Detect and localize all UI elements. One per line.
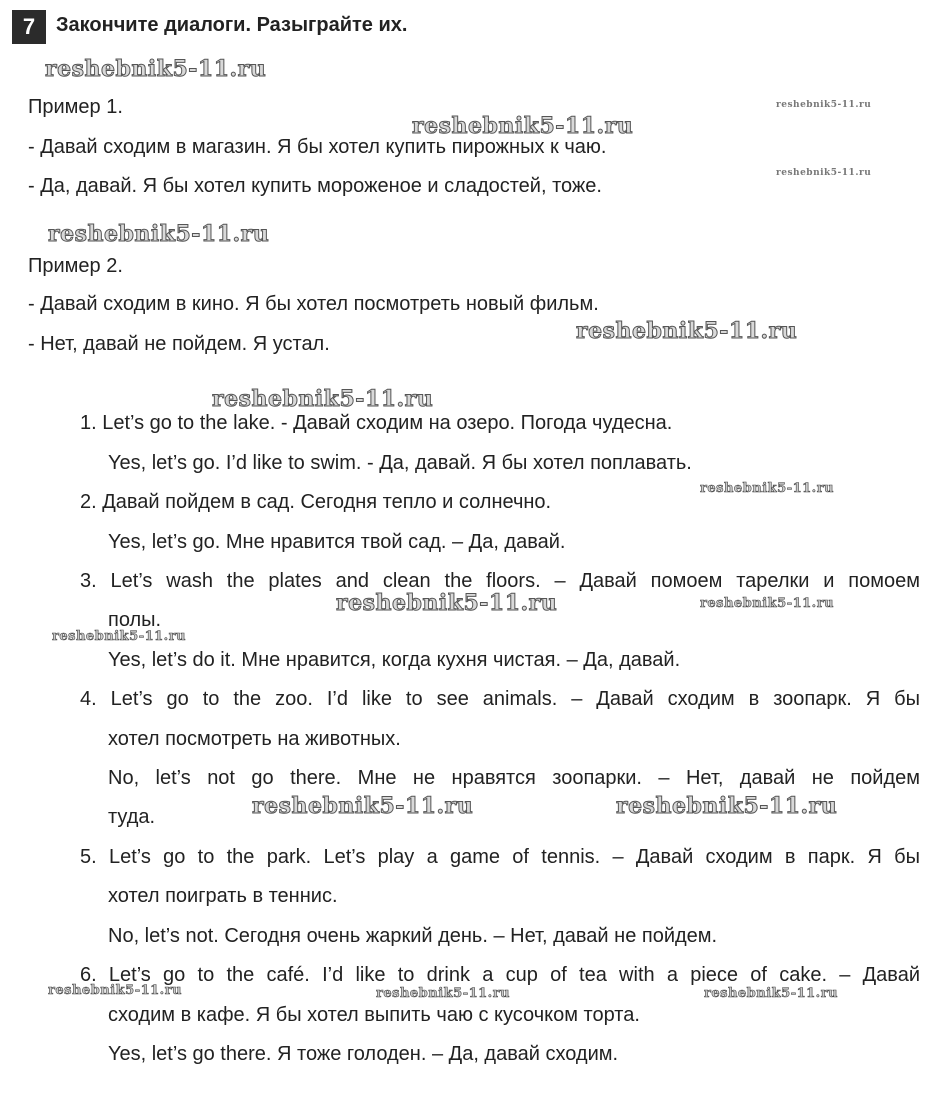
- dialogue-line: No, let’s not go there. Мне не нравятся зоопарки. – Нет, давай не пойдем: [108, 767, 920, 789]
- watermark: reshebnik5-11.ru: [616, 793, 838, 819]
- watermark: reshebnik5-11.ru: [45, 56, 267, 82]
- watermark: reshebnik5-11.ru: [704, 986, 839, 1001]
- dialogue-line: полы.: [108, 609, 162, 631]
- example-2-line-1: - Давай сходим в кино. Я бы хотел посмотреть новый фильм.: [28, 293, 599, 315]
- dialogue-line: Yes, let’s go. Мне нравится твой сад. – Да, давай.: [108, 531, 566, 553]
- watermark: reshebnik5-11.ru: [48, 221, 270, 247]
- task-number-badge: 7: [12, 10, 46, 44]
- watermark: reshebnik5-11.ru: [376, 986, 511, 1001]
- dialogue-line: хотел посмотреть на животных.: [108, 728, 401, 750]
- dialogue-line: 6. Let’s go to the café. I’d like to drink a cup of tea with a piece of cake. – Давай: [80, 964, 920, 986]
- task-title: Закончите диалоги. Разыграйте их.: [56, 14, 408, 36]
- dialogue-line: сходим в кафе. Я бы хотел выпить чаю с кусочком торта.: [108, 1004, 640, 1026]
- example-2-line-2: - Нет, давай не пойдем. Я устал.: [28, 333, 330, 355]
- watermark: reshebnik5-11.ru: [700, 596, 835, 611]
- dialogue-line: No, let’s not. Сегодня очень жаркий день. – Нет, давай не пойдем.: [108, 925, 718, 947]
- dialogue-line: 1. Let’s go to the lake. - Давай сходим на озеро. Погода чудесна.: [80, 412, 673, 434]
- dialogue-line: Yes, let’s go there. Я тоже голоден. – Да, давай сходим.: [108, 1043, 619, 1065]
- watermark: reshebnik5-11.ru: [252, 793, 474, 819]
- watermark: reshebnik5-11.ru: [52, 629, 187, 644]
- watermark: reshebnik5-11.ru: [48, 983, 183, 998]
- dialogue-line: 3. Let’s wash the plates and clean the floors. – Давай помоем тарелки и помоем: [80, 570, 920, 592]
- watermark: reshebnik5-11.ru: [700, 481, 835, 496]
- watermark: reshebnik5-11.ru: [336, 590, 558, 616]
- watermark: reshebnik5-11.ru: [412, 113, 634, 139]
- dialogue-line: туда.: [108, 806, 156, 828]
- example-1-label: Пример 1.: [28, 96, 123, 118]
- dialogue-line: 5. Let’s go to the park. Let’s play a game of tennis. – Давай сходим в парк. Я бы: [80, 846, 920, 868]
- watermark: reshebnik5-11.ru: [776, 168, 872, 178]
- watermark: reshebnik5-11.ru: [576, 318, 798, 344]
- dialogue-line: 2. Давай пойдем в сад. Сегодня тепло и солнечно.: [80, 491, 552, 513]
- dialogue-line: 4. Let’s go to the zoo. I’d like to see animals. – Давай сходим в зоопарк. Я бы: [80, 688, 920, 710]
- example-2-label: Пример 2.: [28, 255, 123, 277]
- dialogue-line: Yes, let’s do it. Мне нравится, когда кухня чистая. – Да, давай.: [108, 649, 681, 671]
- example-1-line-1: - Давай сходим в магазин. Я бы хотел купить пирожных к чаю.: [28, 136, 607, 158]
- dialogue-line: хотел поиграть в теннис.: [108, 885, 338, 907]
- example-1-line-2: - Да, давай. Я бы хотел купить мороженое и сладостей, тоже.: [28, 175, 602, 197]
- dialogue-line: Yes, let’s go. I’d like to swim. - Да, давай. Я бы хотел поплавать.: [108, 452, 692, 474]
- watermark: reshebnik5-11.ru: [212, 386, 434, 412]
- watermark: reshebnik5-11.ru: [776, 100, 872, 110]
